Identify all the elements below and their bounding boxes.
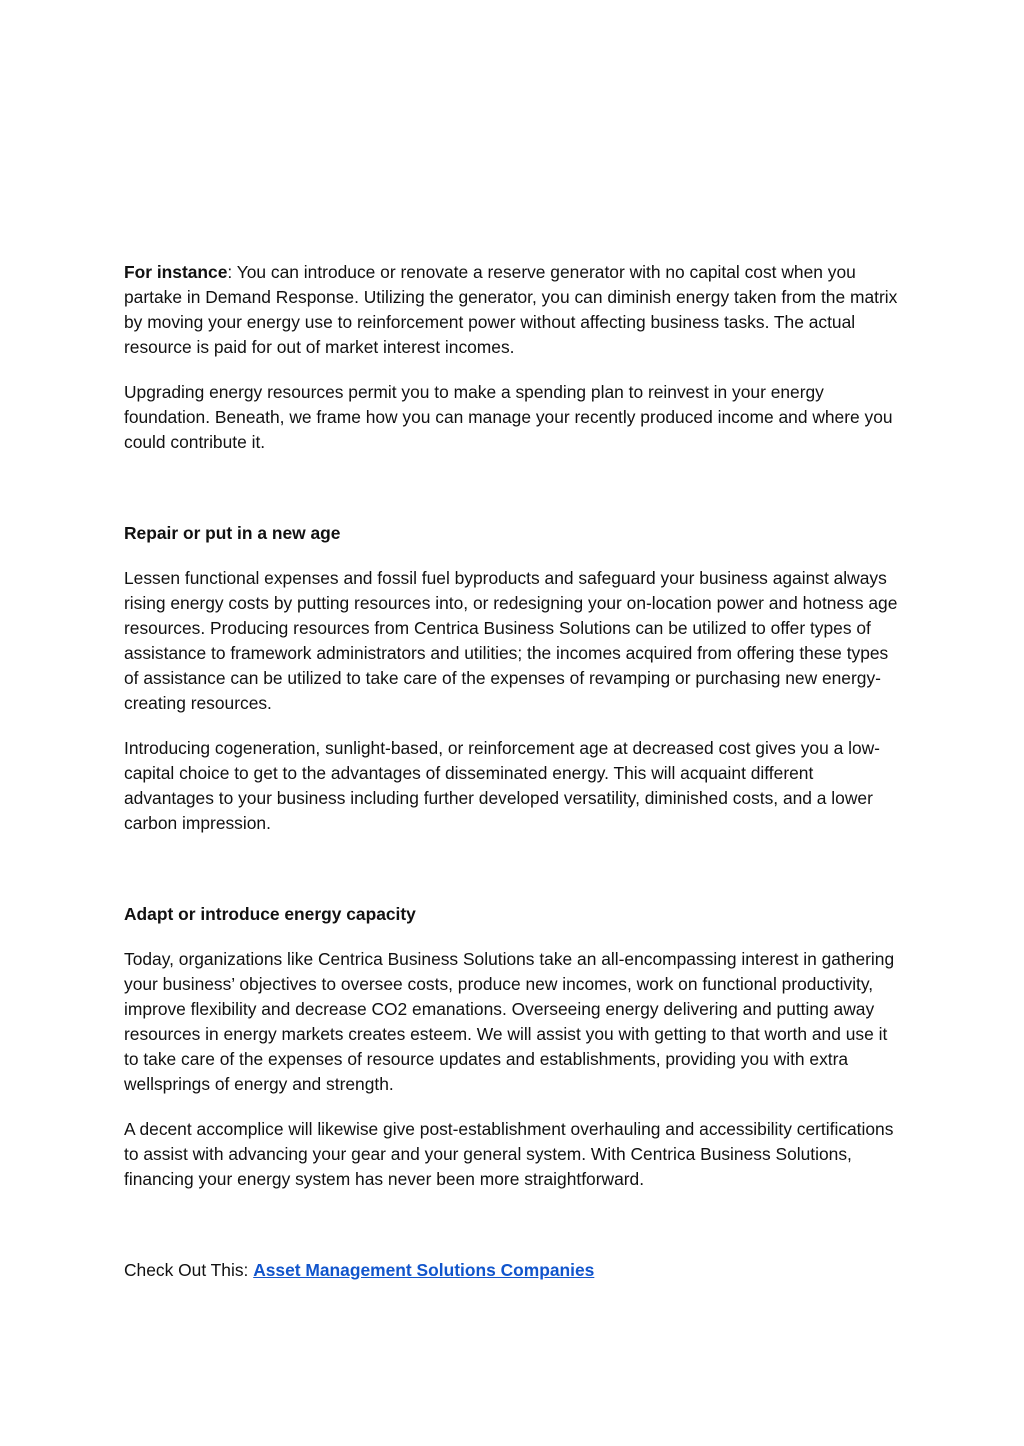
- section-spacer: [124, 455, 904, 521]
- section-capacity-paragraph-1: Today, organizations like Centrica Business Solutions take an all-encompassing interest in gathering your business’ objectives to oversee costs, produce new incomes, work on functional productivity, improve flexibility and decrease CO2 emanations. Overseeing energy delivering and putting away resources in energy markets creates esteem. We will assist you with getting to that worth and use it to take care of the expenses of resource updates and establishments, providing you with extra wellsprings of energy and strength.: [124, 949, 895, 1094]
- section-repair-paragraph-1: Lessen functional expenses and fossil fuel byproducts and safeguard your business against always rising energy costs by putting resources into, or redesigning your on-location power and hotness age resources. Producing resources from Centrica Business Solutions can be utilized to offer types of assistance to framework administrators and utilities; the incomes acquired from offering these types of assistance can be utilized to take care of the expenses of revamping or purchasing new energy-creating resources.: [124, 568, 898, 713]
- check-out-line: [124, 1258, 904, 1283]
- section-repair-paragraph-2: Introducing cogeneration, sunlight-based, or reinforcement age at decreased cost gives you a low-capital choice to get to the advantages of disseminated energy. This will acquaint different advantages to your business including further developed versatility, diminished costs, and a lower carbon impression.: [124, 738, 880, 833]
- check-out-prefix: Check Out This:: [124, 1260, 254, 1280]
- section-spacer: [124, 836, 904, 902]
- intro-text: : You can introduce or renovate a reserve generator with no capital cost when you partake in Demand Response. Utilizing the generator, you can diminish energy taken from the matrix by moving your energy use to reinforcement power without affecting business tasks. The actual resource is paid for out of market interest incomes.: [124, 262, 898, 357]
- section-capacity-paragraph-2: A decent accomplice will likewise give post-establishment overhauling and accessibility certifications to assist with advancing your gear and your general system. With Centrica Business Solutions, financing your energy system has never been more straightforward.: [124, 1119, 894, 1189]
- section-heading-capacity: Adapt or introduce energy capacity: [124, 904, 416, 924]
- intro-paragraph-2: Upgrading energy resources permit you to make a spending plan to reinvest in your energy foundation. Beneath, we frame how you can manage your recently produced income and where you could contribute it.: [124, 382, 893, 452]
- intro-lead: For instance: [124, 262, 228, 282]
- document-body: [124, 260, 904, 1283]
- section-spacer: [124, 1192, 904, 1258]
- intro-paragraph: [124, 260, 904, 360]
- asset-management-link[interactable]: Asset Management Solutions Companies: [253, 1260, 595, 1280]
- section-heading-repair: Repair or put in a new age: [124, 523, 341, 543]
